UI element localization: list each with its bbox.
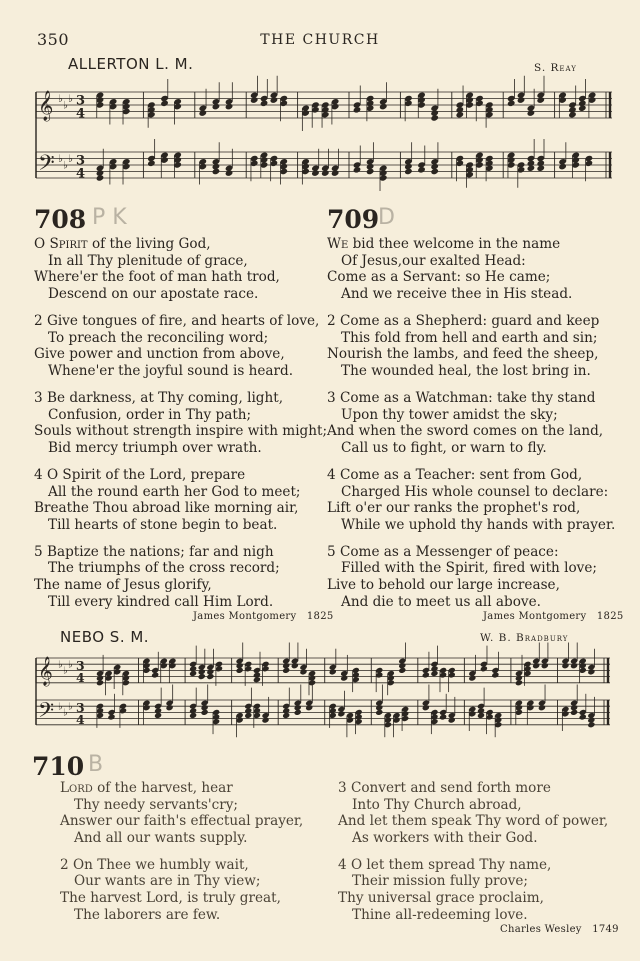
note-head (587, 721, 595, 728)
hymn-line: Filled with the Spirit, fired with love; (341, 560, 597, 577)
hymn-line: 3 Be darkness, at Thy coming, light, (34, 389, 284, 406)
note-head (166, 704, 174, 711)
note-head (321, 169, 329, 176)
hymn-line: Give power and unction from above, (34, 346, 285, 363)
note-head (253, 676, 261, 683)
hymn-line: And we receive thee in His stead. (341, 285, 573, 302)
stanza (327, 236, 617, 302)
flat-sign: ♭ (63, 159, 68, 172)
pencil-mark: B (88, 752, 104, 777)
note-head (201, 709, 209, 716)
hymn-710-text-right (338, 780, 618, 934)
note-head (561, 662, 569, 669)
hymn-line: 3 Convert and send forth more (338, 780, 551, 796)
pencil-mark: P K (92, 205, 127, 230)
hymn-number-708: 708 (34, 205, 87, 234)
note-head (282, 667, 290, 674)
hymn-number-709: 709 (327, 205, 380, 234)
flat-sign: ♭ (58, 92, 63, 105)
bass-clef: 𝄢 (38, 698, 54, 728)
time-signature: 3 (76, 657, 85, 673)
hymn-line: In all Thy plenitude of grace, (48, 252, 248, 269)
stanza (327, 467, 617, 533)
note-head (212, 103, 220, 110)
hymn-line: Thy universal grace proclaim, (338, 889, 544, 906)
hymn-line: And all our wants supply. (74, 829, 248, 846)
tune-composer-allerton: S. Reay (534, 62, 577, 74)
hymn-line: 5 Baptize the nations; far and nigh (34, 543, 274, 560)
note-head (579, 714, 587, 721)
hymn-line: The name of Jesus glorify, (34, 577, 212, 594)
stanza (327, 390, 617, 456)
flat-sign: ♭ (68, 659, 73, 671)
note-head (517, 96, 525, 103)
hymn-line: Call us to fight, or warn to fly. (341, 439, 547, 456)
note-head (225, 169, 233, 176)
hymn-709-text (327, 236, 617, 621)
note-head (107, 714, 115, 721)
note-head (305, 704, 313, 711)
hymn-710-author: Charles Wesley 1749 (500, 924, 619, 935)
note-head (353, 106, 361, 113)
hymn-line: And let them speak Thy word of power, (338, 813, 609, 830)
note-head (206, 673, 214, 680)
note-head (570, 662, 578, 669)
hymn-line: Into Thy Church abroad, (352, 796, 522, 813)
hymn-708-author: James Montgomery 1825 (193, 611, 334, 622)
note-head (404, 168, 412, 175)
page-title: THE CHURCH (260, 32, 380, 48)
hymn-line: Of Jesus,our exalted Head: (341, 252, 526, 269)
note-head (282, 712, 290, 719)
hymn-line: We bid thee welcome in the name (327, 236, 561, 252)
hymn-line: Answer our faith's effectual prayer, (60, 813, 304, 830)
note-head (340, 675, 348, 682)
note-head (366, 168, 374, 175)
hymn-line: Nourish the lambs, and feed the sheep, (327, 346, 599, 363)
hymn-line: All the round earth her God to meet; (48, 483, 301, 500)
hymn-number-710: 710 (32, 752, 85, 781)
note-head (199, 109, 207, 116)
hymn-line: To preach the reconciling word; (48, 329, 269, 346)
stanza (34, 467, 319, 533)
music-score-nebo (36, 652, 612, 742)
flat-sign: ♭ (68, 92, 73, 105)
hymn-line: The triumphs of the cross record; (48, 560, 280, 577)
flat-sign: ♭ (68, 152, 73, 165)
note-head (154, 712, 162, 719)
time-signature: 3 (76, 699, 85, 715)
note-head (422, 704, 430, 711)
note-head (527, 109, 535, 116)
hymn-line: 2 On Thee we humbly wait, (60, 856, 249, 873)
hymn-line: As workers with their God. (352, 829, 538, 846)
note-head (96, 679, 104, 686)
hymn-line: Their mission fully prove; (352, 873, 529, 890)
note-head (398, 667, 406, 674)
bass-clef: 𝄢 (38, 151, 55, 182)
note-head (198, 673, 206, 680)
hymn-line: The harvest Lord, is truly great, (60, 889, 281, 906)
stanza (327, 544, 617, 610)
note-head (236, 667, 244, 674)
note-head (448, 717, 456, 724)
stanza (60, 857, 330, 923)
note-head (538, 704, 546, 711)
note-head (189, 712, 197, 719)
note-head (294, 709, 302, 716)
hymn-line: Souls without strength inspire with might; (34, 423, 328, 440)
note-head (160, 100, 168, 107)
hymn-line: Live to behold our large increase, (327, 577, 560, 594)
first-word: We (327, 236, 353, 252)
first-word: Lord (60, 780, 98, 796)
note-head (291, 662, 299, 669)
time-signature: 4 (76, 670, 85, 686)
note-head (587, 668, 595, 675)
tune-composer-nebo: W. B. Bradbury (480, 632, 569, 644)
note-head (570, 709, 578, 716)
hymn-line: Till hearts of stone begin to beat. (48, 516, 278, 533)
stanza (327, 313, 617, 379)
hymn-line: Confusion, order in Thy path; (48, 406, 252, 423)
hymn-line: 5 Come as a Messenger of peace: (327, 543, 559, 560)
note-head (491, 672, 499, 679)
flat-sign: ♭ (58, 152, 63, 165)
note-head (261, 717, 269, 724)
hymn-line: The laborers are few. (74, 906, 221, 923)
note-head (507, 100, 515, 107)
note-head (537, 96, 545, 103)
hymn-line: 3 Come as a Watchman: take thy stand (327, 389, 596, 406)
flat-sign: ♭ (63, 707, 68, 719)
flat-sign: ♭ (63, 99, 68, 112)
hymn-line: The wounded heal, the lost bring in. (341, 362, 591, 379)
time-signature: 4 (76, 166, 86, 182)
hymn-line: Lord of the harvest, hear (60, 780, 233, 796)
note-head (311, 169, 319, 176)
hymn-line: Breathe Thou abroad like morning air, (34, 500, 299, 517)
time-signature: 3 (76, 93, 86, 109)
stanza (338, 857, 618, 923)
note-head (468, 675, 476, 682)
note-head (353, 166, 361, 173)
hymn-line: Till every kindred call Him Lord. (48, 593, 274, 610)
note-head (189, 670, 197, 677)
hymn-line: And when the sword comes on the land, (327, 423, 604, 440)
note-head (480, 665, 488, 672)
hymn-line: Bid mercy triumph over wrath. (48, 439, 262, 456)
hymn-line: 4 O Spirit of the Lord, prepare (34, 466, 246, 483)
note-head (379, 103, 387, 110)
note-head (578, 105, 586, 112)
hymn-line: Where'er the foot of man hath trod, (34, 269, 280, 286)
note-head (558, 163, 566, 170)
stanza (34, 544, 319, 610)
note-head (527, 165, 535, 172)
hymn-line: Charged His whole counsel to declare: (341, 483, 609, 500)
note-head (270, 96, 278, 103)
stanza (60, 780, 330, 846)
stanza (34, 236, 319, 302)
note-head (96, 174, 104, 181)
note-head (299, 668, 307, 675)
hymn-line: And die to meet us all above. (341, 593, 541, 610)
note-head (532, 662, 540, 669)
note-head (456, 111, 464, 118)
note-head (329, 668, 337, 675)
note-head (439, 714, 447, 721)
note-head (515, 679, 523, 686)
note-head (337, 710, 345, 717)
hymn-line: 2 Come as a Shepherd: guard and keep (327, 312, 600, 329)
tune-name-nebo: NEBO S. M. (60, 628, 150, 646)
flat-sign: ♭ (58, 659, 63, 671)
flat-sign: ♭ (68, 701, 73, 713)
note-head (430, 168, 438, 175)
hymn-line: This fold from hell and earth and sin; (341, 329, 598, 346)
note-head (244, 712, 252, 719)
hymn-line: While we uphold thy hands with prayer. (341, 516, 616, 533)
stanza (34, 389, 328, 456)
time-signature: 3 (76, 153, 86, 169)
time-signature: 4 (76, 106, 86, 122)
note-head (422, 672, 430, 679)
hymn-line: Thy needy servants'cry; (74, 796, 238, 813)
hymn-line: 4 O let them spread Thy name, (338, 856, 552, 873)
note-head (260, 100, 268, 107)
hymn-line: Whene'er the joyful sound is heard. (48, 362, 294, 379)
hymn-line: 4 Come as a Teacher: sent from God, (327, 466, 583, 483)
time-signature: 4 (76, 712, 85, 728)
note-head (147, 160, 155, 167)
hymn-line: Descend on our apostate race. (48, 285, 259, 302)
hymn-line: Our wants are in Thy view; (74, 873, 261, 890)
tune-name-allerton: ALLERTON L. M. (68, 55, 194, 73)
hymn-708-text (34, 236, 328, 621)
hymn-line: 2 Give tongues of fire, and hearts of love, (34, 312, 320, 329)
flat-sign: ♭ (63, 665, 68, 677)
pencil-mark: D (378, 205, 395, 230)
flat-sign: ♭ (58, 701, 63, 713)
hymn-line: Lift o'er our ranks the prophet's rod, (327, 500, 581, 517)
note-head (568, 111, 576, 118)
note-head (430, 114, 438, 121)
note-head (541, 662, 549, 669)
hymn-line: Upon thy tower amidst the sky; (341, 406, 558, 423)
treble-clef: 𝄞 (38, 656, 53, 686)
hymn-line: Come as a Servant: so He came; (327, 269, 551, 286)
note-head (331, 169, 339, 176)
hymn-709-author: James Montgomery 1825 (483, 611, 624, 622)
note-head (430, 670, 438, 677)
note-head (225, 103, 233, 110)
hymn-710-text-left (60, 780, 330, 934)
stanza (338, 780, 618, 846)
page-number: 350 (37, 30, 70, 49)
hymn-line: Thine all-redeeming love. (352, 906, 528, 923)
note-head (212, 168, 220, 175)
note-head (417, 166, 425, 173)
note-head (537, 165, 545, 172)
note-head (477, 712, 485, 719)
note-head (250, 96, 258, 103)
hymn-line: O Spirit of the living God, (34, 236, 211, 252)
treble-clef: 𝄞 (38, 91, 54, 122)
note-head (375, 709, 383, 716)
stanza (34, 313, 319, 379)
note-head (151, 672, 159, 679)
music-score-allerton (36, 80, 614, 195)
first-word: O Spirit (34, 236, 92, 252)
